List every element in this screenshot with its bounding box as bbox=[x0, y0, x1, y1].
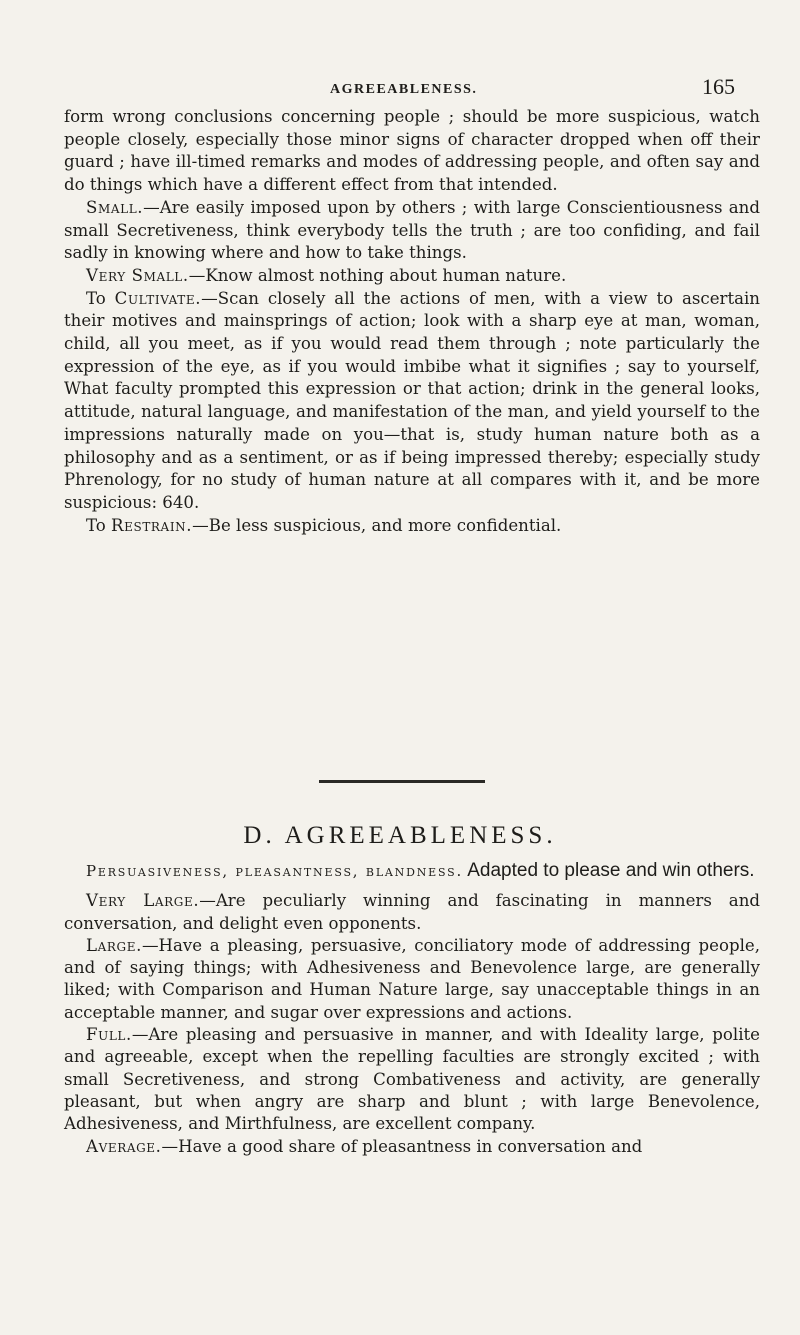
definition-text: Adapted to please and win others. bbox=[463, 860, 755, 881]
entry-label: Large. bbox=[86, 935, 142, 955]
section-divider bbox=[319, 780, 485, 783]
entry-text-restrain: —Be less suspicious, and more confidential. bbox=[192, 515, 562, 535]
page-number: 165 bbox=[702, 74, 735, 99]
entry-label-restrain: Restrain. bbox=[111, 515, 193, 535]
entry-average bbox=[64, 1136, 760, 1158]
entry-label-very-small: Very Small. bbox=[86, 265, 189, 285]
entry-text: —Have a good share of pleasantness in conversation and bbox=[161, 1136, 643, 1156]
paragraph-continued: form wrong conclusions concerning people ; should be more suspicious, watch people closely, especially those minor signs of character dropped when off their guard ; have ill-timed remarks and modes of addressing people, and often say and do things which have a different effect from that intended. bbox=[64, 107, 760, 195]
paragraph-very-small bbox=[64, 265, 760, 288]
section-c-continuation bbox=[64, 106, 760, 537]
entry-full bbox=[64, 1024, 760, 1135]
definition bbox=[64, 860, 760, 882]
prefix-to: To bbox=[86, 515, 112, 535]
entry-label: Very Large. bbox=[86, 891, 200, 911]
definition-keywords: Persuasiveness, pleasantness, blandness. bbox=[86, 862, 464, 880]
entry-large bbox=[64, 935, 760, 1024]
entry-text-small: —Are easily imposed upon by others ; with large Conscientiousness and small Secretiveness, think everybody tells the truth ; are too confiding, and fail sadly in knowing where and how to take things. bbox=[64, 197, 760, 263]
entry-text: —Are pleasing and persuasive in manner, and with Ideality large, polite and agreeable, except when the repelling faculties are strongly excited ; with small Secretiveness, and strong Combativeness and activity, are generally pleasant, but when angry are sharp and blunt ; with large Benevolence, Adhesiveness, and Mirthfulness, are excellent company. bbox=[64, 1025, 760, 1134]
entry-very-large bbox=[64, 890, 760, 935]
entry-text-very-small: —Know almost nothing about human nature. bbox=[188, 265, 567, 285]
section-d-body bbox=[64, 860, 760, 1158]
entry-text: —Have a pleasing, persuasive, conciliatory mode of addressing people, and of saying things; with Adhesiveness and Benevolence large, are generally liked; with Comparison and Human Nature large, say unacceptable things in an acceptable manner, and sugar over expressions and actions. bbox=[64, 935, 760, 1022]
entry-text-cultivate: —Scan closely all the actions of men, with a view to ascertain their motives and mainsprings of action; look with a sharp eye at man, woman, child, all you meet, as if you would read them through ; note particularly the expression of the eye, as if you would imbibe what it signifies ; say to yourself, What faculty prompted this expression or that action; drink in the general looks, attitude, natural language, and manifestation of the man, and yield yourself to the impressions naturally made on you—that is, study human nature both as a philosophy and as a sentiment, or as if being impressed thereby; especially study Phrenology, for no study of human nature at all compares with it, and be more suspicious: 640. bbox=[64, 288, 760, 512]
section-heading: D. AGREEABLENESS. bbox=[243, 822, 557, 849]
entry-label: Full. bbox=[86, 1025, 132, 1045]
paragraph-small bbox=[64, 197, 760, 265]
running-head: AGREEABLENESS. bbox=[330, 82, 478, 97]
entry-label: Average. bbox=[86, 1136, 162, 1156]
entry-label-small: Small. bbox=[86, 197, 144, 217]
paragraph-restrain bbox=[64, 515, 760, 538]
paragraph-cultivate bbox=[64, 288, 760, 515]
prefix-to: To bbox=[86, 288, 115, 308]
entry-label-cultivate: Cultivate. bbox=[114, 288, 202, 308]
entry-text: —Are peculiarly winning and fascinating in manners and conversation, and delight even opponents. bbox=[64, 891, 761, 933]
